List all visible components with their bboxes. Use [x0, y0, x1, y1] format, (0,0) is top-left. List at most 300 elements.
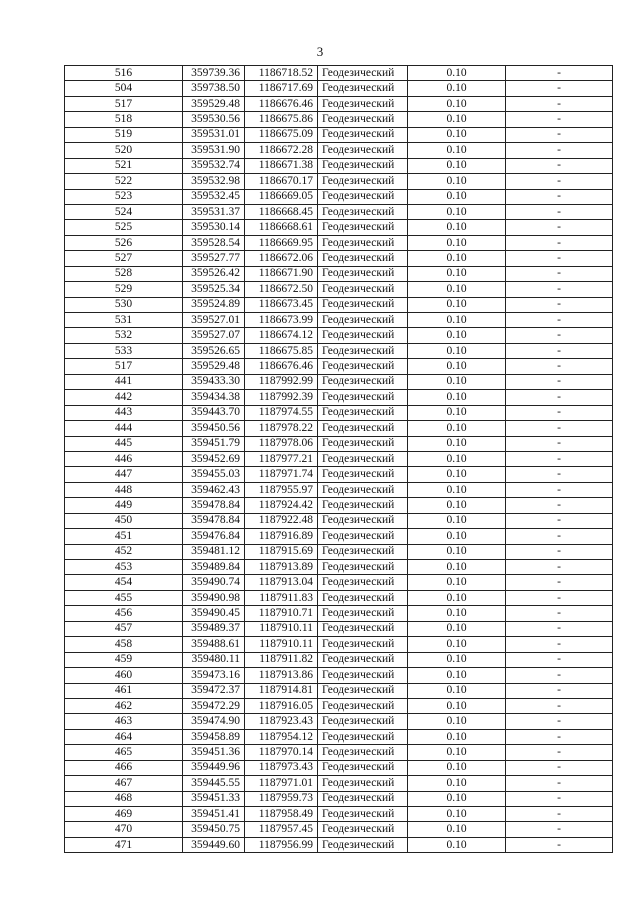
x-coordinate-cell: 359450.56 [183, 421, 245, 436]
precision-cell: 0.10 [408, 359, 506, 374]
method-cell: Геодезический [318, 189, 408, 204]
method-cell: Геодезический [318, 328, 408, 343]
x-coordinate-cell: 359489.84 [183, 560, 245, 575]
x-coordinate-cell: 359524.89 [183, 297, 245, 312]
precision-cell: 0.10 [408, 436, 506, 451]
y-coordinate-cell: 1186673.99 [245, 313, 318, 328]
precision-cell: 0.10 [408, 96, 506, 111]
x-coordinate-cell: 359433.30 [183, 374, 245, 389]
note-cell: - [506, 621, 613, 636]
note-cell: - [506, 282, 613, 297]
method-cell: Геодезический [318, 714, 408, 729]
note-cell: - [506, 143, 613, 158]
y-coordinate-cell: 1186672.50 [245, 282, 318, 297]
method-cell: Геодезический [318, 374, 408, 389]
table-row [65, 498, 613, 513]
y-coordinate-cell: 1187992.39 [245, 390, 318, 405]
coordinates-table [64, 65, 613, 853]
y-coordinate-cell: 1186718.52 [245, 66, 318, 81]
y-coordinate-cell: 1186675.85 [245, 343, 318, 358]
table-row [65, 127, 613, 142]
note-cell: - [506, 359, 613, 374]
x-coordinate-cell: 359480.11 [183, 652, 245, 667]
note-cell: - [506, 436, 613, 451]
y-coordinate-cell: 1187959.73 [245, 791, 318, 806]
note-cell: - [506, 328, 613, 343]
y-coordinate-cell: 1187911.83 [245, 590, 318, 605]
method-cell: Геодезический [318, 127, 408, 142]
y-coordinate-cell: 1187977.21 [245, 451, 318, 466]
table-row [65, 66, 613, 81]
precision-cell: 0.10 [408, 66, 506, 81]
method-cell: Геодезический [318, 668, 408, 683]
method-cell: Геодезический [318, 96, 408, 111]
x-coordinate-cell: 359481.12 [183, 544, 245, 559]
table-row [65, 575, 613, 590]
precision-cell: 0.10 [408, 652, 506, 667]
y-coordinate-cell: 1187956.99 [245, 837, 318, 852]
precision-cell: 0.10 [408, 698, 506, 713]
note-cell: - [506, 776, 613, 791]
point-number-cell: 533 [65, 343, 183, 358]
y-coordinate-cell: 1187922.48 [245, 513, 318, 528]
note-cell: - [506, 266, 613, 281]
method-cell: Геодезический [318, 112, 408, 127]
y-coordinate-cell: 1187915.69 [245, 544, 318, 559]
method-cell: Геодезический [318, 621, 408, 636]
x-coordinate-cell: 359474.90 [183, 714, 245, 729]
point-number-cell: 447 [65, 467, 183, 482]
y-coordinate-cell: 1187911.82 [245, 652, 318, 667]
precision-cell: 0.10 [408, 266, 506, 281]
x-coordinate-cell: 359445.55 [183, 776, 245, 791]
point-number-cell: 530 [65, 297, 183, 312]
point-number-cell: 529 [65, 282, 183, 297]
y-coordinate-cell: 1186676.46 [245, 96, 318, 111]
precision-cell: 0.10 [408, 127, 506, 142]
note-cell: - [506, 112, 613, 127]
table-row [65, 235, 613, 250]
precision-cell: 0.10 [408, 374, 506, 389]
y-coordinate-cell: 1186675.09 [245, 127, 318, 142]
method-cell: Геодезический [318, 297, 408, 312]
y-coordinate-cell: 1187978.06 [245, 436, 318, 451]
method-cell: Геодезический [318, 498, 408, 513]
table-row [65, 760, 613, 775]
note-cell: - [506, 189, 613, 204]
x-coordinate-cell: 359476.84 [183, 529, 245, 544]
note-cell: - [506, 158, 613, 173]
table-row [65, 652, 613, 667]
x-coordinate-cell: 359443.70 [183, 405, 245, 420]
point-number-cell: 517 [65, 359, 183, 374]
method-cell: Геодезический [318, 529, 408, 544]
note-cell: - [506, 606, 613, 621]
precision-cell: 0.10 [408, 544, 506, 559]
note-cell: - [506, 235, 613, 250]
method-cell: Геодезический [318, 467, 408, 482]
point-number-cell: 525 [65, 220, 183, 235]
method-cell: Геодезический [318, 220, 408, 235]
y-coordinate-cell: 1187992.99 [245, 374, 318, 389]
precision-cell: 0.10 [408, 282, 506, 297]
table-row [65, 791, 613, 806]
precision-cell: 0.10 [408, 513, 506, 528]
x-coordinate-cell: 359434.38 [183, 390, 245, 405]
table-row [65, 405, 613, 420]
note-cell: - [506, 343, 613, 358]
precision-cell: 0.10 [408, 529, 506, 544]
point-number-cell: 468 [65, 791, 183, 806]
y-coordinate-cell: 1187973.43 [245, 760, 318, 775]
point-number-cell: 527 [65, 251, 183, 266]
table-row [65, 96, 613, 111]
x-coordinate-cell: 359451.36 [183, 745, 245, 760]
precision-cell: 0.10 [408, 297, 506, 312]
precision-cell: 0.10 [408, 143, 506, 158]
method-cell: Геодезический [318, 776, 408, 791]
point-number-cell: 455 [65, 590, 183, 605]
precision-cell: 0.10 [408, 313, 506, 328]
precision-cell: 0.10 [408, 791, 506, 806]
x-coordinate-cell: 359449.96 [183, 760, 245, 775]
precision-cell: 0.10 [408, 343, 506, 358]
note-cell: - [506, 127, 613, 142]
precision-cell: 0.10 [408, 81, 506, 96]
table-row [65, 668, 613, 683]
method-cell: Геодезический [318, 405, 408, 420]
x-coordinate-cell: 359455.03 [183, 467, 245, 482]
point-number-cell: 519 [65, 127, 183, 142]
method-cell: Геодезический [318, 313, 408, 328]
method-cell: Геодезический [318, 590, 408, 605]
note-cell: - [506, 390, 613, 405]
point-number-cell: 461 [65, 683, 183, 698]
precision-cell: 0.10 [408, 637, 506, 652]
method-cell: Геодезический [318, 66, 408, 81]
point-number-cell: 523 [65, 189, 183, 204]
x-coordinate-cell: 359490.74 [183, 575, 245, 590]
point-number-cell: 446 [65, 451, 183, 466]
precision-cell: 0.10 [408, 560, 506, 575]
note-cell: - [506, 251, 613, 266]
point-number-cell: 467 [65, 776, 183, 791]
x-coordinate-cell: 359527.01 [183, 313, 245, 328]
y-coordinate-cell: 1187955.97 [245, 482, 318, 497]
method-cell: Геодезический [318, 807, 408, 822]
table-row [65, 621, 613, 636]
point-number-cell: 454 [65, 575, 183, 590]
note-cell: - [506, 637, 613, 652]
point-number-cell: 520 [65, 143, 183, 158]
x-coordinate-cell: 359451.41 [183, 807, 245, 822]
point-number-cell: 458 [65, 637, 183, 652]
precision-cell: 0.10 [408, 482, 506, 497]
y-coordinate-cell: 1186671.38 [245, 158, 318, 173]
point-number-cell: 460 [65, 668, 183, 683]
table-row [65, 204, 613, 219]
y-coordinate-cell: 1186670.17 [245, 174, 318, 189]
note-cell: - [506, 529, 613, 544]
table-row [65, 328, 613, 343]
point-number-cell: 528 [65, 266, 183, 281]
precision-cell: 0.10 [408, 112, 506, 127]
precision-cell: 0.10 [408, 251, 506, 266]
method-cell: Геодезический [318, 390, 408, 405]
precision-cell: 0.10 [408, 745, 506, 760]
method-cell: Геодезический [318, 560, 408, 575]
point-number-cell: 442 [65, 390, 183, 405]
table-row [65, 606, 613, 621]
precision-cell: 0.10 [408, 837, 506, 852]
method-cell: Геодезический [318, 266, 408, 281]
x-coordinate-cell: 359458.89 [183, 729, 245, 744]
point-number-cell: 471 [65, 837, 183, 852]
x-coordinate-cell: 359478.84 [183, 513, 245, 528]
point-number-cell: 522 [65, 174, 183, 189]
note-cell: - [506, 204, 613, 219]
x-coordinate-cell: 359531.90 [183, 143, 245, 158]
table-row [65, 745, 613, 760]
x-coordinate-cell: 359478.84 [183, 498, 245, 513]
method-cell: Геодезический [318, 760, 408, 775]
x-coordinate-cell: 359526.42 [183, 266, 245, 281]
y-coordinate-cell: 1187978.22 [245, 421, 318, 436]
method-cell: Геодезический [318, 204, 408, 219]
note-cell: - [506, 96, 613, 111]
point-number-cell: 524 [65, 204, 183, 219]
precision-cell: 0.10 [408, 498, 506, 513]
method-cell: Геодезический [318, 343, 408, 358]
table-row [65, 467, 613, 482]
precision-cell: 0.10 [408, 807, 506, 822]
table-row [65, 251, 613, 266]
method-cell: Геодезический [318, 652, 408, 667]
point-number-cell: 517 [65, 96, 183, 111]
method-cell: Геодезический [318, 513, 408, 528]
point-number-cell: 441 [65, 374, 183, 389]
method-cell: Геодезический [318, 683, 408, 698]
note-cell: - [506, 822, 613, 837]
y-coordinate-cell: 1187913.86 [245, 668, 318, 683]
precision-cell: 0.10 [408, 729, 506, 744]
x-coordinate-cell: 359528.54 [183, 235, 245, 250]
point-number-cell: 466 [65, 760, 183, 775]
x-coordinate-cell: 359490.98 [183, 590, 245, 605]
y-coordinate-cell: 1186673.45 [245, 297, 318, 312]
note-cell: - [506, 698, 613, 713]
table-row [65, 421, 613, 436]
y-coordinate-cell: 1186675.86 [245, 112, 318, 127]
table-row [65, 482, 613, 497]
x-coordinate-cell: 359452.69 [183, 451, 245, 466]
table-row [65, 544, 613, 559]
note-cell: - [506, 560, 613, 575]
table-row [65, 776, 613, 791]
x-coordinate-cell: 359527.77 [183, 251, 245, 266]
x-coordinate-cell: 359530.56 [183, 112, 245, 127]
x-coordinate-cell: 359451.79 [183, 436, 245, 451]
point-number-cell: 469 [65, 807, 183, 822]
precision-cell: 0.10 [408, 467, 506, 482]
table-row [65, 837, 613, 852]
note-cell: - [506, 220, 613, 235]
precision-cell: 0.10 [408, 220, 506, 235]
method-cell: Геодезический [318, 606, 408, 621]
precision-cell: 0.10 [408, 683, 506, 698]
precision-cell: 0.10 [408, 760, 506, 775]
x-coordinate-cell: 359462.43 [183, 482, 245, 497]
note-cell: - [506, 544, 613, 559]
note-cell: - [506, 729, 613, 744]
table-row [65, 683, 613, 698]
precision-cell: 0.10 [408, 204, 506, 219]
table-row [65, 590, 613, 605]
method-cell: Геодезический [318, 81, 408, 96]
method-cell: Геодезический [318, 143, 408, 158]
point-number-cell: 449 [65, 498, 183, 513]
point-number-cell: 456 [65, 606, 183, 621]
x-coordinate-cell: 359532.98 [183, 174, 245, 189]
point-number-cell: 459 [65, 652, 183, 667]
y-coordinate-cell: 1187910.11 [245, 621, 318, 636]
point-number-cell: 463 [65, 714, 183, 729]
note-cell: - [506, 745, 613, 760]
point-number-cell: 457 [65, 621, 183, 636]
y-coordinate-cell: 1187916.89 [245, 529, 318, 544]
note-cell: - [506, 791, 613, 806]
note-cell: - [506, 81, 613, 96]
method-cell: Геодезический [318, 791, 408, 806]
note-cell: - [506, 498, 613, 513]
y-coordinate-cell: 1187910.71 [245, 606, 318, 621]
point-number-cell: 465 [65, 745, 183, 760]
method-cell: Геодезический [318, 698, 408, 713]
note-cell: - [506, 374, 613, 389]
note-cell: - [506, 668, 613, 683]
y-coordinate-cell: 1186672.06 [245, 251, 318, 266]
method-cell: Геодезический [318, 822, 408, 837]
y-coordinate-cell: 1187913.89 [245, 560, 318, 575]
table-row [65, 529, 613, 544]
x-coordinate-cell: 359450.75 [183, 822, 245, 837]
method-cell: Геодезический [318, 282, 408, 297]
table-row [65, 822, 613, 837]
precision-cell: 0.10 [408, 776, 506, 791]
x-coordinate-cell: 359530.14 [183, 220, 245, 235]
x-coordinate-cell: 359488.61 [183, 637, 245, 652]
precision-cell: 0.10 [408, 421, 506, 436]
x-coordinate-cell: 359527.07 [183, 328, 245, 343]
y-coordinate-cell: 1186717.69 [245, 81, 318, 96]
point-number-cell: 531 [65, 313, 183, 328]
x-coordinate-cell: 359526.65 [183, 343, 245, 358]
x-coordinate-cell: 359532.45 [183, 189, 245, 204]
y-coordinate-cell: 1187971.01 [245, 776, 318, 791]
y-coordinate-cell: 1187914.81 [245, 683, 318, 698]
point-number-cell: 445 [65, 436, 183, 451]
table-row [65, 436, 613, 451]
note-cell: - [506, 513, 613, 528]
table-row [65, 282, 613, 297]
y-coordinate-cell: 1186669.05 [245, 189, 318, 204]
table-row [65, 374, 613, 389]
point-number-cell: 453 [65, 560, 183, 575]
y-coordinate-cell: 1186668.45 [245, 204, 318, 219]
y-coordinate-cell: 1186668.61 [245, 220, 318, 235]
table-row [65, 174, 613, 189]
method-cell: Геодезический [318, 359, 408, 374]
precision-cell: 0.10 [408, 158, 506, 173]
x-coordinate-cell: 359472.29 [183, 698, 245, 713]
method-cell: Геодезический [318, 729, 408, 744]
note-cell: - [506, 760, 613, 775]
x-coordinate-cell: 359489.37 [183, 621, 245, 636]
precision-cell: 0.10 [408, 405, 506, 420]
x-coordinate-cell: 359738.50 [183, 81, 245, 96]
y-coordinate-cell: 1186676.46 [245, 359, 318, 374]
note-cell: - [506, 714, 613, 729]
method-cell: Геодезический [318, 158, 408, 173]
point-number-cell: 450 [65, 513, 183, 528]
method-cell: Геодезический [318, 251, 408, 266]
y-coordinate-cell: 1187971.74 [245, 467, 318, 482]
x-coordinate-cell: 359449.60 [183, 837, 245, 852]
table-row [65, 189, 613, 204]
method-cell: Геодезический [318, 837, 408, 852]
y-coordinate-cell: 1187916.05 [245, 698, 318, 713]
y-coordinate-cell: 1187923.43 [245, 714, 318, 729]
table-row [65, 390, 613, 405]
point-number-cell: 462 [65, 698, 183, 713]
y-coordinate-cell: 1186674.12 [245, 328, 318, 343]
y-coordinate-cell: 1187910.11 [245, 637, 318, 652]
y-coordinate-cell: 1187974.55 [245, 405, 318, 420]
precision-cell: 0.10 [408, 575, 506, 590]
note-cell: - [506, 683, 613, 698]
table-row [65, 297, 613, 312]
note-cell: - [506, 66, 613, 81]
point-number-cell: 504 [65, 81, 183, 96]
y-coordinate-cell: 1187958.49 [245, 807, 318, 822]
note-cell: - [506, 482, 613, 497]
note-cell: - [506, 405, 613, 420]
note-cell: - [506, 575, 613, 590]
x-coordinate-cell: 359531.01 [183, 127, 245, 142]
point-number-cell: 443 [65, 405, 183, 420]
note-cell: - [506, 590, 613, 605]
method-cell: Геодезический [318, 575, 408, 590]
table-row [65, 143, 613, 158]
point-number-cell: 521 [65, 158, 183, 173]
table-row [65, 112, 613, 127]
precision-cell: 0.10 [408, 390, 506, 405]
x-coordinate-cell: 359529.48 [183, 96, 245, 111]
method-cell: Геодезический [318, 544, 408, 559]
table-row [65, 729, 613, 744]
table-row [65, 513, 613, 528]
y-coordinate-cell: 1187913.04 [245, 575, 318, 590]
y-coordinate-cell: 1186672.28 [245, 143, 318, 158]
note-cell: - [506, 451, 613, 466]
x-coordinate-cell: 359525.34 [183, 282, 245, 297]
precision-cell: 0.10 [408, 822, 506, 837]
y-coordinate-cell: 1187924.42 [245, 498, 318, 513]
precision-cell: 0.10 [408, 235, 506, 250]
note-cell: - [506, 467, 613, 482]
table-row [65, 807, 613, 822]
method-cell: Геодезический [318, 235, 408, 250]
